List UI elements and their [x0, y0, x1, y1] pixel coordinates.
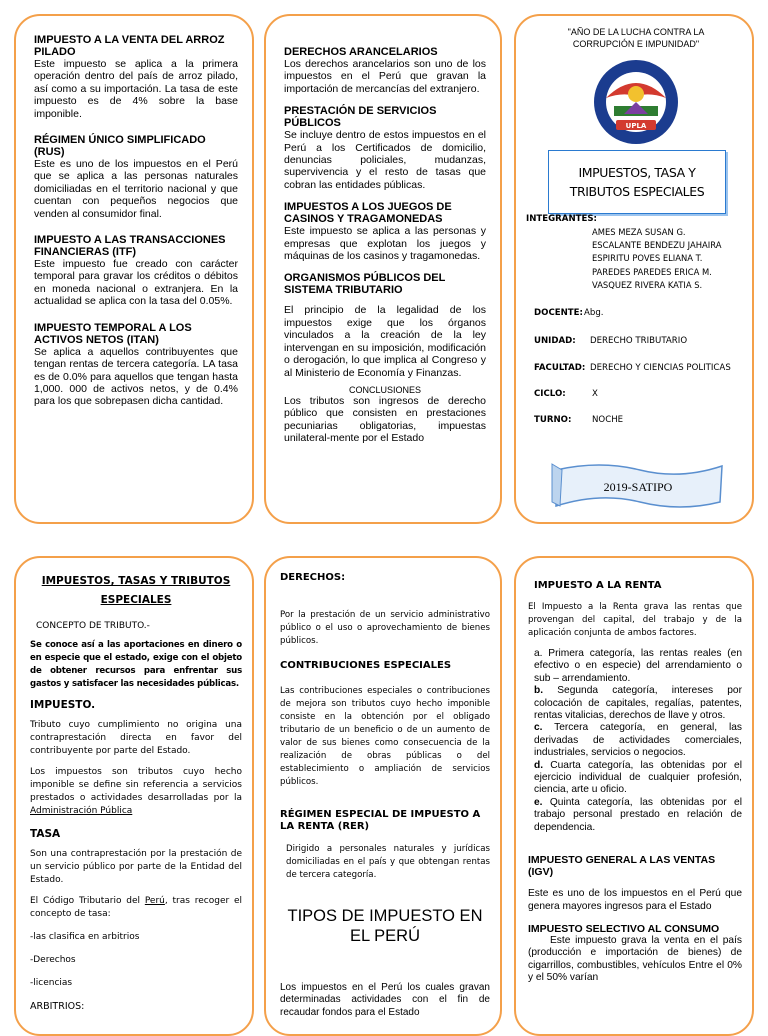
heading-arbitrios: ARBITRIOS:	[30, 1001, 85, 1012]
member-list	[592, 226, 752, 292]
categoria-c: Tercera categoría, en general, las derivadas de actividades comerciales, industriales, servicios o negocios.	[534, 722, 742, 759]
logo-abbr: UPLA	[625, 122, 647, 130]
text-derechos-arancelarios: Los derechos arancelarios son uno de los impuestos en el Perú que gravan la importación de mercancías del extranjero.	[284, 58, 486, 95]
section-title: IMPUESTOS, TASAS Y TRIBUTOS ESPECIALES	[41, 575, 231, 606]
text-itan: Se aplica a aquellos contribuyentes que tengan rentas de tercera categoría. LA tasa es de 0.0% para aquellos que tengan hasta 1,000. 000 de activos netos, y de 0.4% para los que sobrepasen dicha cantidad.	[34, 345, 238, 408]
link-peru[interactable]: Perú	[144, 896, 165, 906]
text-organismos: El principio de la legalidad de los impuestos exige que los órganos vinculados a la creación de la ley intervengan en su imposición, modificación o derogación, lo que implica al Congreso y al Ministerio de Economía y Finanzas.	[284, 304, 486, 379]
text-itf: Este impuesto fue creado con carácter temporal para gravar los créditos o débitos en moneda nacional o extranjera. En la actualidad se aplica con la tasa del 0.05%.	[34, 258, 238, 308]
text-igv: Este es uno de los impuestos en el Perú que genera mayores ingresos para el Estado	[528, 888, 742, 912]
heading-rer: RÉGIMEN ESPECIAL DE IMPUESTO A LA RENTA (RER)	[280, 809, 481, 832]
integrantes-label: INTEGRANTES:	[526, 214, 597, 224]
unidad-value: DERECHO TRIBUTARIO	[590, 336, 688, 346]
university-logo	[590, 58, 682, 148]
big-title: TIPOS DE IMPUESTO EN EL PERÚ	[287, 907, 483, 945]
heading-isc: IMPUESTO SELECTIVO AL CONSUMO	[528, 922, 720, 935]
ciclo-label: CICLO:	[534, 389, 566, 399]
categoria-e-key: e.	[534, 796, 543, 808]
heading-servicios-publicos: PRESTACIÓN DE SERVICIOS PÚBLICOS	[284, 105, 437, 130]
categoria-a: a. Primera categoría, las rentas reales (en efectivo o en especie) del arrendamiento o sub – arrendamiento.	[534, 648, 742, 684]
heading-casinos: IMPUESTOS A LOS JUEGOS DE CASINOS Y TRAGAMONEDAS	[284, 201, 452, 226]
panel-derechos-contribuciones	[264, 556, 502, 1036]
heading-itan: IMPUESTO TEMPORAL A LOS ACTIVOS NETOS (ITAN)	[34, 321, 192, 346]
panel-cover	[514, 14, 754, 524]
heading-tasa: TASA	[30, 828, 61, 840]
turno-value: NOCHE	[592, 415, 624, 425]
heading-contribuciones: CONTRIBUCIONES ESPECIALES	[280, 660, 452, 671]
member-item: VASQUEZ RIVERA KATIA S.	[592, 279, 703, 290]
heading-itf: IMPUESTO A LAS TRANSACCIONES FINANCIERAS (ITF)	[34, 234, 226, 259]
text-servicios-publicos: Se incluye dentro de estos impuestos en el Perú a los Certificados de domicilio, denuncias policiales, mudanzas, supervivencia y el resto de tasas que cobran las entidades públicas.	[284, 129, 486, 191]
text-derechos: Por la prestación de un servicio administrativo público o el uso o aprovechamiento de bienes públicos.	[280, 610, 490, 646]
unidad-label: UNIDAD:	[534, 336, 576, 346]
text-codigo: El Código Tributario del	[30, 896, 141, 906]
list-licencias: -licencias	[30, 978, 73, 988]
link-administracion-publica[interactable]: Administración Pública	[30, 806, 133, 816]
text-contribuciones: Las contribuciones especiales o contribuciones de mejora son tributos cuyo hecho imponible consiste en la obtención por el obligado tributario de un beneficio o de un aumento de valor de sus bienes como consecuencia de la realización de obras públicas o del establecimiento o ampliación de servicios públicos.	[280, 686, 490, 787]
text-impuesto-2: Los impuestos son tributos cuyo hecho imponible se define sin referencia a servicios prestados o actividades desarrolladas por la	[30, 767, 242, 803]
text-casinos: Este impuesto se aplica a las personas y empresas que explotan los juegos y máquinas de los casinos y tragamonedas.	[284, 225, 486, 263]
panel-arroz-rus-itf-itan	[14, 14, 254, 524]
motto: "AÑO DE LA LUCHA CONTRA LA CORRUPCIÓN E IMPUNIDAD"	[567, 27, 705, 49]
heading-conclusiones: CONCLUSIONES	[348, 384, 421, 395]
panel-impuesto-renta	[514, 556, 754, 1036]
banner-text: 2019-SATIPO	[603, 480, 673, 494]
heading-arroz-pilado: IMPUESTO A LA VENTA DEL ARROZ PILADO	[34, 34, 225, 58]
categoria-list	[528, 648, 742, 834]
heading-renta: IMPUESTO A LA RENTA	[534, 580, 662, 591]
concepto-text: Se conoce así a las aportaciones en dinero o en especie que el estado, exige con el objeto de obtener recursos para enfrentar sus gastos y satisfacer las necesidades públicas.	[30, 640, 242, 689]
heading-organismos: ORGANISMOS PÚBLICOS DEL SISTEMA TRIBUTARIO	[284, 272, 446, 297]
text-rus: Este es uno de los impuestos en el Perú que se aplica a las personas naturales domiciliadas en el territorio nacional y que cuentan con pequeños negocios que venden al consumidor final.	[34, 158, 238, 220]
facultad-label: FACULTAD:	[534, 363, 586, 373]
text-tasa: Son una contraprestación por la prestación de un servicio público por parte de la Entidad del Estado.	[30, 849, 242, 885]
categoria-d-key: d.	[534, 759, 544, 771]
member-item: ESPIRITU POVES ELIANA T.	[592, 253, 703, 264]
text-tipos: Los impuestos en el Perú los cuales gravan determinadas actividades con el fin de recaudar fondos para el Estado	[280, 982, 490, 1018]
heading-rus: RÉGIMEN ÚNICO SIMPLIFICADO (RUS)	[34, 134, 206, 159]
cover-title: IMPUESTOS, TASA Y TRIBUTOS ESPECIALES	[569, 165, 705, 199]
categoria-e: Quinta categoría, las obtenidas por el trabajo personal prestado en relación de dependencia.	[534, 796, 742, 833]
categoria-c-key: c.	[534, 722, 543, 734]
member-item: PAREDES PAREDES ERICA M.	[592, 266, 712, 277]
text-arroz-pilado: Este impuesto se aplica a la primera operación dentro del país de arroz pilado, así como a su importación. La tasa de este impuesto es de 4% sobre la base imponible.	[34, 58, 238, 120]
title-box	[548, 150, 726, 214]
turno-label: TURNO:	[534, 415, 572, 425]
list-arbitrios: -las clasifica en arbitrios	[30, 932, 140, 942]
text-renta: El Impuesto a la Renta grava las rentas que provengan del capital, del trabajo y de la aplicación conjunta de ambos factores.	[528, 602, 742, 638]
categoria-b: Segunda categoría, intereses por colocación de capitales, regalías, patentes, rentas vitalicias, derechos de llave y otros.	[534, 685, 742, 722]
concepto-label: CONCEPTO DE TRIBUTO.-	[36, 621, 150, 631]
panel-impuestos-tasas	[14, 556, 254, 1036]
categoria-d: Cuarta categoría, las obtenidas por el ejercicio individual de cualquier profesión, ciencia, arte u oficio.	[534, 759, 742, 796]
categoria-b-key: b.	[534, 685, 544, 697]
text-rer: Dirigido a personales naturales y jurídicas domiciliadas en el país y que obtengan rentas de tercera categoría.	[286, 844, 490, 880]
member-item: ESCALANTE BENDEZU JAHAIRA	[592, 240, 722, 251]
ciclo-value: X	[592, 389, 598, 399]
text-codigo-2: , tras recoger el concepto de tasa:	[30, 896, 242, 919]
facultad-value: DERECHO Y CIENCIAS POLITICAS	[590, 363, 731, 373]
docente-value: Abg.	[584, 308, 604, 318]
text-isc: Este impuesto grava la venta en el país (producción e importación de bienes) de cigarrillos, combustibles, vehículos Entre el 0% y el 50% varían	[528, 934, 742, 984]
heading-impuesto: IMPUESTO.	[30, 699, 96, 711]
heading-igv: IMPUESTO GENERAL A LAS VENTAS (IGV)	[528, 854, 716, 879]
docente-label: DOCENTE:	[534, 308, 583, 318]
list-derechos: -Derechos	[30, 955, 76, 965]
text-conclusiones: Los tributos son ingresos de derecho público que consisten en prestaciones pecuniarias obligatorias, impuestas unilateral-mente por el Estado	[284, 394, 486, 445]
panel-derechos-arancelarios	[264, 14, 502, 524]
text-impuesto-1: Tributo cuyo cumplimiento no origina una contraprestación directa en favor del contribuyente por parte del Estado.	[30, 720, 242, 756]
heading-derechos-arancelarios: DERECHOS ARANCELARIOS	[284, 46, 438, 58]
heading-derechos: DERECHOS:	[280, 572, 346, 583]
member-item: AMES MEZA SUSAN G.	[592, 227, 686, 237]
